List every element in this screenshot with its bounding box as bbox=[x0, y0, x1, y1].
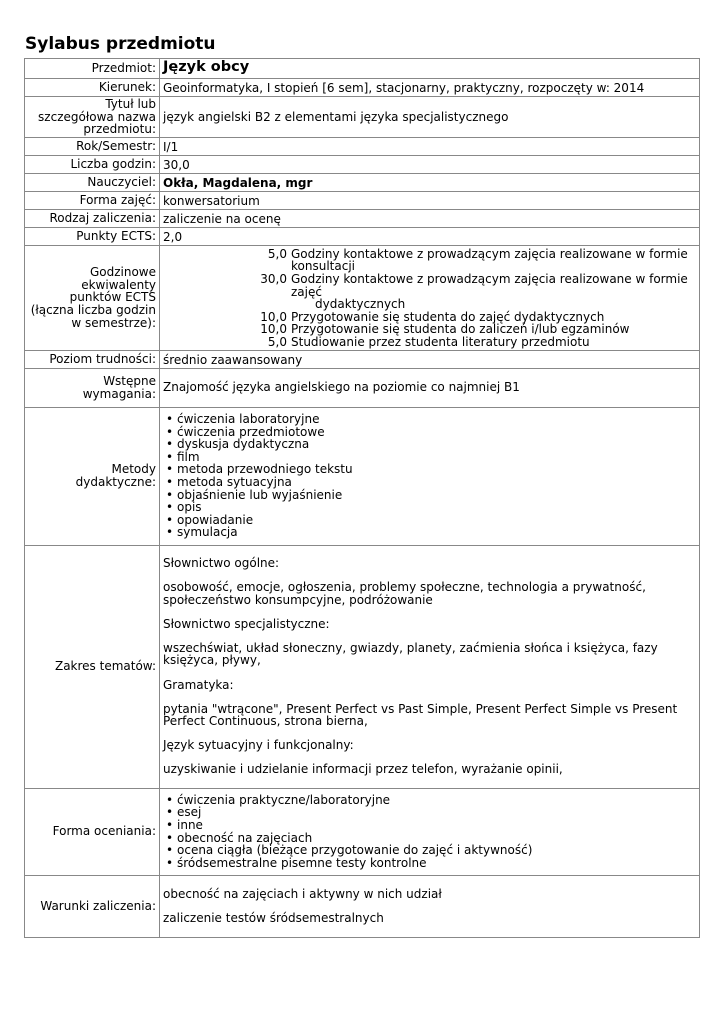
methods-label: Metody dydaktyczne: bbox=[25, 407, 160, 545]
list-item: • film bbox=[177, 451, 696, 464]
list-item: • ocena ciągła (bieżące przygotowanie do zajęć i aktywność) bbox=[177, 844, 696, 857]
conditions-text: obecność na zajęciach i aktywny w nich udział bbox=[163, 886, 442, 901]
subject-label: Przedmiot: bbox=[25, 59, 160, 79]
credit-type-label: Rodzaj zaliczenia: bbox=[25, 209, 160, 227]
list-item: • dyskusja dydaktyczna bbox=[177, 438, 696, 451]
topics-text-situational: uzyskiwanie i udzielanie informacji przez telefon, wyrażanie opinii, bbox=[163, 762, 563, 777]
ects-hours-list bbox=[163, 248, 696, 349]
detailed-title-value: język angielski B2 z elementami języka specjalistycznego bbox=[160, 97, 700, 138]
topics-heading-situational: Język sytuacyjny i funkcjonalny: bbox=[163, 738, 354, 753]
hours-item-number: 10,0 bbox=[260, 309, 287, 324]
prerequisites-value: Znajomość języka angielskiego na poziomie co najmniej B1 bbox=[160, 368, 700, 407]
row-detailed-title bbox=[25, 97, 700, 138]
form-value: konwersatorium bbox=[160, 191, 700, 209]
topics-heading-specialist: Słownictwo specjalistyczne: bbox=[163, 616, 330, 631]
syllabus-table bbox=[24, 58, 700, 938]
row-conditions bbox=[25, 875, 700, 937]
detailed-title-label: Tytuł lub szczegółowa nazwa przedmiotu: bbox=[25, 97, 160, 138]
hours-item-text-continuation: dydaktycznych bbox=[315, 297, 406, 312]
form-label: Forma zajęć: bbox=[25, 191, 160, 209]
conditions-value bbox=[160, 875, 700, 937]
hours-item-text: Przygotowanie się studenta do zaliczeń i/lub egzaminów bbox=[291, 322, 630, 337]
topics-text-grammar: pytania "wtrącone", Present Perfect vs Past Simple, Present Perfect Simple vs Present Perfect Continuous, strona bierna, bbox=[163, 701, 678, 729]
hours-item-number: 5,0 bbox=[267, 334, 287, 349]
topics-value bbox=[160, 545, 700, 788]
list-item: • esej bbox=[177, 806, 696, 819]
list-item: • opowiadanie bbox=[177, 514, 696, 527]
row-subject bbox=[25, 59, 700, 79]
list-item: • inne bbox=[177, 819, 696, 832]
assessment-list bbox=[163, 794, 696, 870]
row-year-semester bbox=[25, 137, 700, 155]
hours-item-text bbox=[291, 273, 696, 311]
credit-type-value: zaliczenie na ocenę bbox=[160, 209, 700, 227]
ects-hours-label: Godzinowe ekwiwalenty punktów ECTS (łączna liczba godzin w semestrze): bbox=[25, 245, 160, 350]
topics-heading-grammar: Gramatyka: bbox=[163, 677, 234, 692]
field-value: Geoinformatyka, I stopień [6 sem], stacjonarny, praktyczny, rozpoczęty w: 2014 bbox=[160, 79, 700, 97]
page-title: Sylabus przedmiotu bbox=[25, 34, 216, 54]
hours-item-number: 30,0 bbox=[260, 271, 287, 286]
list-item: • symulacja bbox=[177, 526, 696, 539]
assessment-label: Forma oceniania: bbox=[25, 788, 160, 875]
row-teacher bbox=[25, 173, 700, 191]
list-item: • metoda przewodniego tekstu bbox=[177, 463, 696, 476]
row-ects-hours bbox=[25, 245, 700, 350]
topics-heading-general: Słownictwo ogólne: bbox=[163, 556, 280, 571]
row-prerequisites bbox=[25, 368, 700, 407]
topics-label: Zakres tematów: bbox=[25, 545, 160, 788]
list-item: • ćwiczenia praktyczne/laboratoryjne bbox=[177, 794, 696, 807]
list-item: • śródsemestralne pisemne testy kontrolne bbox=[177, 857, 696, 870]
ects-value: 2,0 bbox=[160, 227, 700, 245]
row-methods bbox=[25, 407, 700, 545]
prerequisites-label: Wstępne wymagania: bbox=[25, 368, 160, 407]
year-semester-value: I/1 bbox=[160, 137, 700, 155]
list-item: • objaśnienie lub wyjaśnienie bbox=[177, 489, 696, 502]
hours-item-text-main: Godziny kontaktowe z prowadzącym zajęcia realizowane w formie zajęć bbox=[291, 271, 688, 299]
row-assessment bbox=[25, 788, 700, 875]
list-item: • obecność na zajęciach bbox=[177, 832, 696, 845]
hours-item-text: Studiowanie przez studenta literatury przedmiotu bbox=[291, 334, 590, 349]
row-ects bbox=[25, 227, 700, 245]
methods-value bbox=[160, 407, 700, 545]
row-hours bbox=[25, 155, 700, 173]
assessment-value bbox=[160, 788, 700, 875]
hours-value: 30,0 bbox=[160, 155, 700, 173]
topics-text-general: osobowość, emocje, ogłoszenia, problemy społeczne, technologia a prywatność, społeczeństwo konsumpcyjne, podróżowanie bbox=[163, 580, 646, 607]
subject-value: Język obcy bbox=[160, 59, 700, 79]
ects-hours-value bbox=[160, 245, 700, 350]
field-label: Kierunek: bbox=[25, 79, 160, 97]
list-item: • ćwiczenia laboratoryjne bbox=[177, 413, 696, 426]
hours-item-text: Przygotowanie się studenta do zajęć dydaktycznych bbox=[291, 309, 605, 324]
list-item: • ćwiczenia przedmiotowe bbox=[177, 426, 696, 439]
difficulty-value: średnio zaawansowany bbox=[160, 350, 700, 368]
row-credit-type bbox=[25, 209, 700, 227]
topics-text-specialist: wszechświat, układ słoneczny, gwiazdy, planety, zaćmienia słońca i księżyca, fazy księżyca, pływy, bbox=[163, 640, 658, 668]
hours-item-text: Godziny kontaktowe z prowadzącym zajęcia realizowane w formie konsultacji bbox=[291, 246, 688, 274]
list-item: • opis bbox=[177, 501, 696, 514]
teacher-label: Nauczyciel: bbox=[25, 173, 160, 191]
year-semester-label: Rok/Semestr: bbox=[25, 137, 160, 155]
row-field bbox=[25, 79, 700, 97]
hours-label: Liczba godzin: bbox=[25, 155, 160, 173]
hours-item-number: 5,0 bbox=[267, 246, 287, 261]
methods-list bbox=[163, 413, 696, 539]
row-difficulty bbox=[25, 350, 700, 368]
teacher-value: Okła, Magdalena, mgr bbox=[160, 173, 700, 191]
hours-item-number: 10,0 bbox=[260, 322, 287, 337]
list-item: • metoda sytuacyjna bbox=[177, 476, 696, 489]
difficulty-label: Poziom trudności: bbox=[25, 350, 160, 368]
row-topics bbox=[25, 545, 700, 788]
conditions-label: Warunki zaliczenia: bbox=[25, 875, 160, 937]
conditions-text: zaliczenie testów śródsemestralnych bbox=[163, 910, 384, 925]
ects-label: Punkty ECTS: bbox=[25, 227, 160, 245]
row-form bbox=[25, 191, 700, 209]
